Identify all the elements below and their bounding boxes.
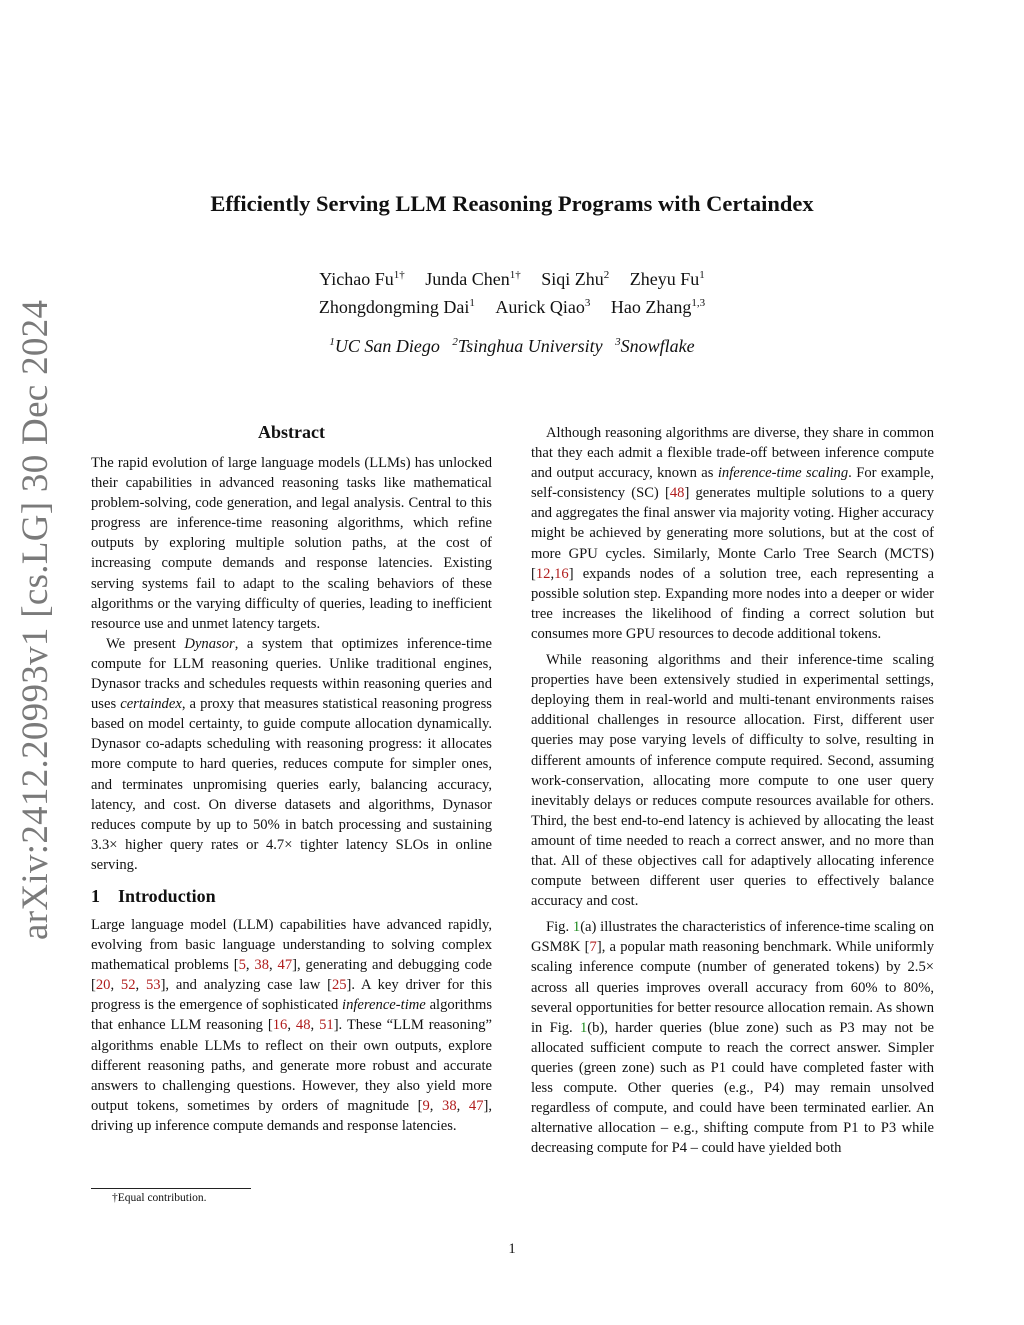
author-line-1: [0, 263, 1024, 291]
citation-link[interactable]: 38: [442, 1097, 457, 1114]
affiliation: $^2$Tsinghua University: [452, 336, 603, 356]
citation-link[interactable]: 25: [331, 977, 347, 994]
abstract-heading: Abstract: [258, 422, 325, 442]
body-paragraph-3: Fig. 1(a) illustrates the characteristics of inference-time scaling on GSM8K [7], a popular math reasoning benchmark. While uniformly scaling inference compute (number of generated tokens) by 2.5× across all queries improves overall accuracy from 60% to 80%, several opportunities for better resource allocation remain. As shown in Fig. 1(b), harder queries (blue zone) such as P3 may not be allocated sufficient compute to reach the correct answer. Simpler queries (green zone) such as P1 could have completed faster with less compute. Other queries (e.g., P4) may remain unsolved regardless of compute, and could have been terminated earlier. An alternative allocation – e.g., shifting compute from P1 to P3 while decreasing compute for P4 – could have yielded both: [531, 919, 935, 1157]
citation-link[interactable]: 51: [319, 1017, 334, 1034]
citation-link[interactable]: 48: [295, 1017, 311, 1034]
citation-link[interactable]: 12: [535, 565, 551, 582]
author: Zheyu Fu$^1$: [629, 269, 705, 289]
affiliations: [0, 336, 1024, 357]
affiliation: $^1$UC San Diego: [329, 336, 440, 356]
body-paragraph-1: Although reasoning algorithms are diverse, they share in common that they each admit a flexible trade-off between inference compute and output accuracy, known as inference-time scaling. For example, self-consistency (SC) [48] generates multiple solutions to a query and aggregates the final answer via majority voting. Higher accuracy might be achieved by generating more solutions, but at the cost of more GPU cycles. Similarly, Monte Carlo Tree Search (MCTS) [12,16] expands nodes of a solution tree, each representing a possible solution step. Expanding more nodes into a deeper or wider tree increases the likelihood of finding a correct solution but consumes more GPU resources to decode additional tokens.: [531, 425, 934, 642]
citation-link[interactable]: 16: [272, 1017, 288, 1034]
citation-link[interactable]: 53: [145, 977, 161, 994]
intro-paragraph: Large language model (LLM) capabilities have advanced rapidly, evolving from basic language understanding to solving complex mathematical problems [5, 38, 47], generating and debugging code [20, 52, 53], and analyzing case law [25]. A key driver for this progress is the emergence of sophisticated inference-time algorithms that enhance LLM reasoning [16, 48, 51]. These “LLM reasoning” algorithms enable LLMs to reflect on their own outputs, explore different reasoning paths, and generate more robust and accurate answers to challenging questions. However, they also yield more output tokens, sometimes by orders of magnitude [9, 38, 47], driving up inference compute demands and response latencies.: [91, 916, 493, 1134]
arxiv-identifier: arXiv:2412.20993v1 [cs.LG] 30 Dec 2024: [15, 299, 56, 940]
citation-link[interactable]: 20: [95, 977, 111, 994]
author-line-2: [0, 291, 1024, 319]
citation-link[interactable]: 7: [589, 939, 597, 956]
author: Siqi Zhu$^2$: [541, 269, 610, 289]
footnote-rule: [91, 1188, 251, 1189]
section-heading-introduction: 1 Introduction: [91, 885, 216, 906]
figure-link[interactable]: 1: [572, 919, 581, 936]
paper-title: Efficiently Serving LLM Reasoning Programs with Certaindex: [210, 191, 814, 216]
author: Yichao $Fu^{1\dagger}$: [319, 269, 405, 289]
left-column: [91, 421, 492, 1136]
citation-link[interactable]: 52: [120, 977, 136, 994]
author: Hao Zhang$^{1,3}$: [610, 297, 706, 317]
citation-link[interactable]: 16: [554, 565, 569, 582]
citation-link[interactable]: 48: [669, 485, 685, 502]
figure-link[interactable]: 1: [579, 1019, 588, 1036]
citation-link[interactable]: 9: [422, 1097, 430, 1114]
citation-link[interactable]: 38: [254, 957, 269, 974]
author-list: [0, 263, 1024, 319]
abstract-paragraph-2: We present Dynasor, a system that optimizes inference-time compute for LLM reasoning queries. Unlike traditional engines, Dynasor tracks and schedules requests within reasoning queries and uses certaindex, a proxy that measures statistical reasoning progress based on model certainty, to guide compute allocation dynamically. Dynasor co-adapts scheduling with reasoning progress: it allocates more compute to hard queries, reduces compute for simpler ones, and terminates unpromising queries early, balancing accuracy, latency, and cost. On diverse datasets and algorithms, Dynasor reduces compute by up to 50% in batch processing and sustaining 3.3× higher query rates or 4.7× tighter latency SLOs in online serving.: [91, 635, 492, 873]
abstract-paragraph-1: The rapid evolution of large language models (LLMs) has unlocked their capabilities in advanced reasoning tasks like mathematical problem-solving, code generation, and legal analysis. Central to this progress are inference-time reasoning algorithms, which refine outputs by exploring multiple solution paths, at the cost of increasing compute demands and response latencies. Existing serving systems fail to adapt to the scaling behaviors of these algorithms or the varying difficulty of queries, leading to inefficient resource use and unmet latency targets.: [91, 455, 492, 632]
citation-link[interactable]: 5: [238, 957, 246, 974]
citation-link[interactable]: 47: [277, 957, 293, 974]
author: Zhongdongming Dai$^1$: [318, 297, 475, 317]
body-paragraph-2: While reasoning algorithms and their inference-time scaling properties have been extensively studied in experimental settings, deploying them in real-world and multi-tenant environments raises additional challenges in resource allocation. First, different user queries may pose varying levels of difficulty to solve, resulting in different amounts of inference compute required. Second, assuming work-conservation, allocating more compute to one user query inevitably delays or reduces compute resources available for others. Third, the best end-to-end latency is achieved by allocating the least amount of time needed to reach a correct answer, and no more than that. All of these objectives call for adaptively allocating inference compute between different user queries to effectively balance accuracy and cost.: [531, 652, 934, 910]
affiliation: $^3$Snowflake: [615, 336, 695, 356]
footnote: †Equal contribution.: [112, 1192, 207, 1204]
page-number: 1: [508, 1241, 516, 1257]
citation-link[interactable]: 47: [468, 1097, 484, 1114]
author: Junda Chen$^{1\dagger}$: [425, 269, 521, 289]
author: Aurick Qiao$^3$: [495, 297, 591, 317]
right-column: [531, 423, 934, 1158]
